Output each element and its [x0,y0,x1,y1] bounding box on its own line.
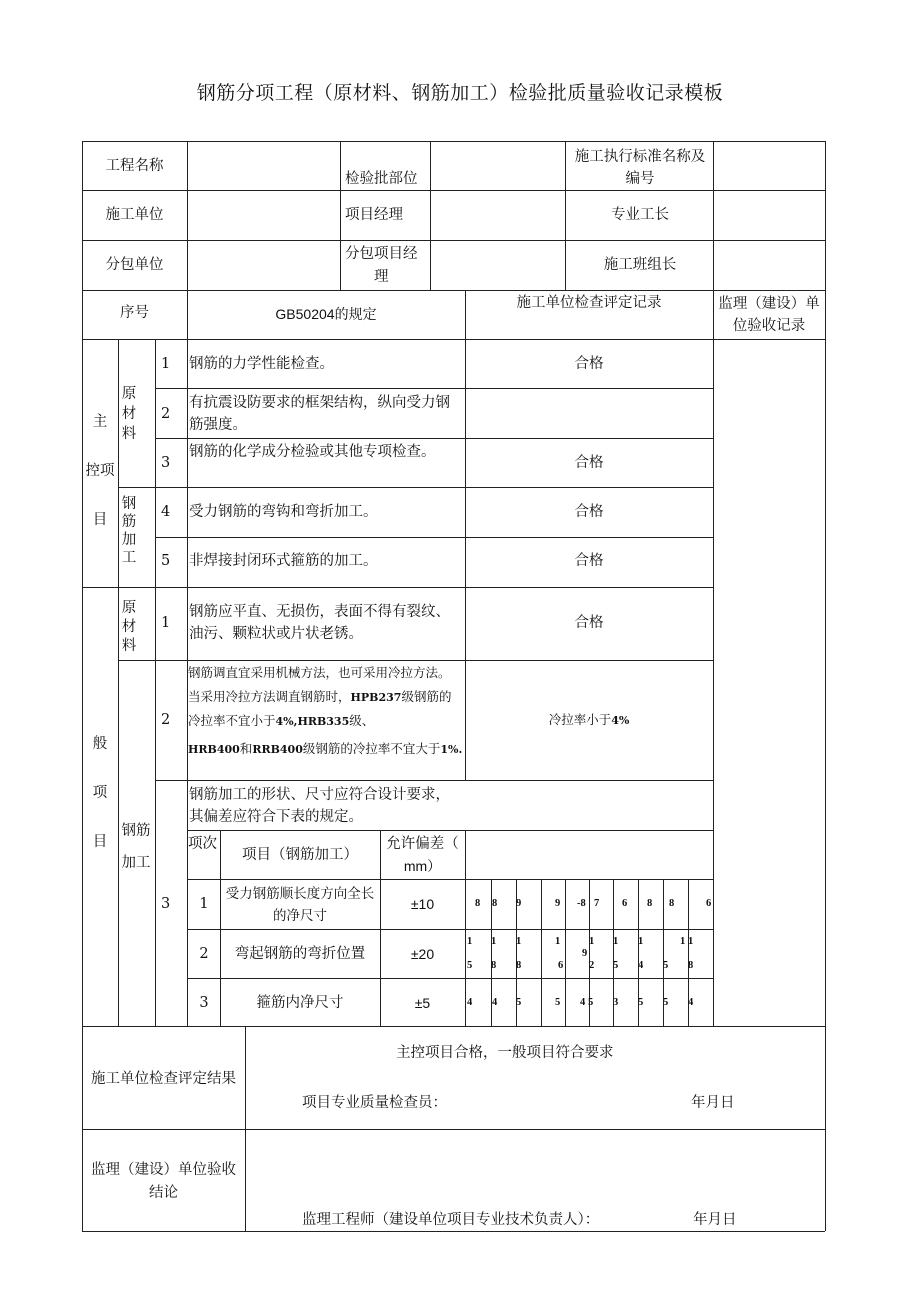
row2-value-bottom: 5 [613,960,619,971]
mc-item5-result: 合格 [574,553,604,569]
gen-item2-line2: 当采用冷拉方法调直钢筋时，HPB237级钢筋的 [188,689,452,704]
mc-item3-result: 合格 [574,455,604,471]
row3-item: 箍筋内净尺寸 [256,995,344,1011]
row1-tolerance: ±10 [410,896,435,912]
grid-line-h [187,929,713,930]
sub-header-item: 项目（钢筋加工） [242,847,358,863]
mc-item1-result: 合格 [574,356,604,372]
row1-value: 9 [555,898,561,909]
row3-value: 4 [580,997,586,1008]
mc-item4-result: 合格 [574,504,604,520]
row2-value-top: 1 [516,936,522,947]
grid-line-v [465,830,466,1026]
supervision-header-2: 位验收记录 [732,318,806,334]
gen-item1-no: 1 [161,615,171,631]
row3-value: 5 [638,997,644,1008]
row1-value: 8 [492,898,498,909]
row3-value: 5 [555,997,561,1008]
project-name-label: 工程名称 [105,158,164,174]
standard-label-2: 编号 [625,171,655,187]
row1-order: 1 [199,896,209,912]
row2-value-top: 1 [638,936,644,947]
row3-value: 4 [688,997,694,1008]
row2-item: 弯起钢筋的弯折位置 [234,946,366,962]
supervision-label-1: 监理（建设）单位验收 [91,1162,236,1178]
gen-proc-label-2: 加工 [121,855,151,871]
row2-value-bottom: 4 [638,960,644,971]
mc-proc-label-4: 工 [121,550,137,566]
row1-item-1: 受力钢筋顺长度方向全长 [225,886,375,902]
grid-line-v [187,141,188,290]
row3-value: 4 [492,997,498,1008]
mc-proc-label-3: 加 [121,532,137,548]
main-control-label-2: 控项 [85,463,115,479]
row3-value: 5 [663,997,669,1008]
gen-raw-label-1: 原 [121,600,137,616]
grid-line-h [155,438,713,439]
mc-item2-no: 2 [161,406,171,422]
gen-item3-no: 3 [161,896,171,912]
row3-value: 3 [613,997,619,1008]
grid-line-v [155,339,156,587]
grid-line-h [82,1129,825,1130]
grid-line-h [82,587,713,588]
check-record-header: 施工单位检查评定记录 [516,295,662,311]
grid-line-h [118,660,713,661]
gen-raw-label-2: 材 [121,619,137,635]
row2-order: 2 [199,946,209,962]
date-1: 年月日 [691,1095,735,1111]
row2-value-bottom: 9 [582,948,588,959]
row2-value-bottom: 5 [467,960,473,971]
grid-line-v [713,339,714,1026]
gen-raw-label-3: 料 [121,638,137,654]
row2-value-top: 1 [555,936,561,947]
document-title: 钢筋分项工程（原材料、钢筋加工）检验批质量验收记录模板 [196,82,724,104]
subcontract-unit-label: 分包单位 [105,257,164,273]
grid-line-v [565,879,566,1026]
sub-manager-label-1: 分包项目经 [345,246,418,262]
grid-line-v [541,879,542,1026]
gen-item2-result: 冷拉率小于4% [548,712,630,727]
seq-header: 序号 [120,305,149,321]
mc-item2-text-2: 筋强度。 [189,417,247,433]
general-label-1: 般 [92,736,108,752]
mc-item1-no: 1 [161,356,171,372]
row3-value: 5 [588,997,594,1008]
qc-inspector-label: 项目专业质量检查员： [302,1095,447,1111]
gen-item1-text-2: 油污、颗粒状或片状老锈。 [189,626,363,642]
mc-raw-label-3: 料 [121,426,137,442]
mc-item4-text: 受力钢筋的弯钩和弯折加工。 [189,504,378,520]
mc-item4-no: 4 [161,504,171,520]
general-label-3: 目 [92,834,108,850]
row2-tolerance: ±20 [410,946,435,962]
grid-line-h [187,978,713,979]
row1-value: -8 [577,898,586,909]
grid-line-h [82,1026,825,1027]
mc-raw-label-2: 材 [121,406,137,422]
spec-header: GB50204的规定 [275,306,377,322]
grid-line-v [825,141,826,1231]
row1-value: 8 [475,898,481,909]
supervision-header-1: 监理（建设）单 [718,296,820,312]
mc-item5-no: 5 [161,553,171,569]
grid-line-h [118,487,713,488]
row1-value: 8 [647,898,653,909]
row2-value-bottom: 8 [688,960,694,971]
date-2: 年月日 [693,1212,737,1228]
row1-value: 6 [706,898,712,909]
row2-value-top: 1 [688,936,694,947]
grid-line-h [187,830,713,831]
row1-item-2: 的净尺寸 [273,908,327,924]
sub-header-order: 项次 [188,836,217,852]
general-label-2: 项 [92,785,108,801]
grid-line-h [187,879,713,880]
row3-value: 5 [516,997,522,1008]
grid-line-h [82,1231,825,1232]
row3-value: 4 [467,997,473,1008]
grid-line-h [155,780,713,781]
row2-value-bottom: 8 [516,960,522,971]
mc-item3-text: 钢筋的化学成分检验或其他专项检查。 [189,444,436,460]
gen-item1-result: 合格 [574,615,604,631]
sub-header-tolerance-2: mm） [403,858,442,874]
main-control-label-1: 主 [92,414,108,430]
professional-foreman-label: 专业工长 [611,207,669,223]
row3-tolerance: ±5 [414,995,431,1011]
construction-result-text: 主控项目合格，一般项目符合要求 [396,1045,614,1061]
gen-item2-line4: HRB400和RRB400级钢筋的冷拉率不宜大于1%. [188,741,463,756]
sub-manager-label-2: 理 [374,269,389,285]
supervision-engineer-label: 监理工程师（建设单位项目专业技术负责人）： [302,1212,600,1228]
gen-proc-label-1: 钢筋 [121,823,151,839]
gen-item3-text-1: 钢筋加工的形状、尺寸应符合设计要求， [189,787,450,803]
gen-item2-no: 2 [161,712,171,728]
mc-item1-text: 钢筋的力学性能检查。 [189,356,334,372]
row1-value: 7 [594,898,600,909]
row2-value-top: 1 [491,936,497,947]
mc-item2-text-1: 有抗震设防要求的框架结构，纵向受力钢 [189,395,450,411]
inspection-part-label: 检验批部位 [345,171,418,187]
gen-item1-text-1: 钢筋应平直、无损伤，表面不得有裂纹、 [189,604,450,620]
row2-value-top: 1 [680,936,686,947]
project-manager-label: 项目经理 [345,207,403,223]
mc-proc-label-2: 筋 [121,514,137,530]
grid-line-v [340,141,341,290]
row2-value-top: 1 [467,936,473,947]
supervision-label-2: 结论 [149,1185,178,1201]
grid-line-v [245,1026,246,1231]
grid-line-v [155,587,156,1026]
mc-raw-label-1: 原 [121,386,137,402]
row2-value-bottom: 6 [558,960,564,971]
row2-value-bottom: 2 [589,960,595,971]
team-leader-label: 施工班组长 [603,257,677,273]
grid-line-h [155,388,713,389]
row2-value-bottom: 5 [663,960,669,971]
row1-value: 9 [516,898,522,909]
row1-value: 8 [669,898,675,909]
mc-proc-label-1: 钢 [121,496,137,512]
row3-order: 3 [199,995,209,1011]
gen-item2-line3: 冷拉率不宜小于4%,HRB335级、 [188,713,375,728]
mc-item3-no: 3 [161,455,171,471]
row2-value-bottom: 8 [491,960,497,971]
construction-unit-label: 施工单位 [105,207,164,223]
row2-value-top: 1 [613,936,619,947]
main-control-label-3: 目 [92,512,108,528]
sub-header-tolerance-1: 允许偏差（ [386,836,459,852]
row2-value-top: 1 [589,936,595,947]
mc-item5-text: 非焊接封闭环式箍筋的加工。 [189,553,378,569]
row1-value: 6 [622,898,628,909]
construction-result-label: 施工单位检查评定结果 [91,1071,236,1087]
gen-item2-line1: 钢筋调直宜采用机械方法，也可采用冷拉方法。 [188,665,451,680]
grid-line-h [155,537,713,538]
standard-label-1: 施工执行标准名称及 [574,149,706,165]
gen-item3-text-2: 其偏差应符合下表的规定。 [189,809,363,825]
